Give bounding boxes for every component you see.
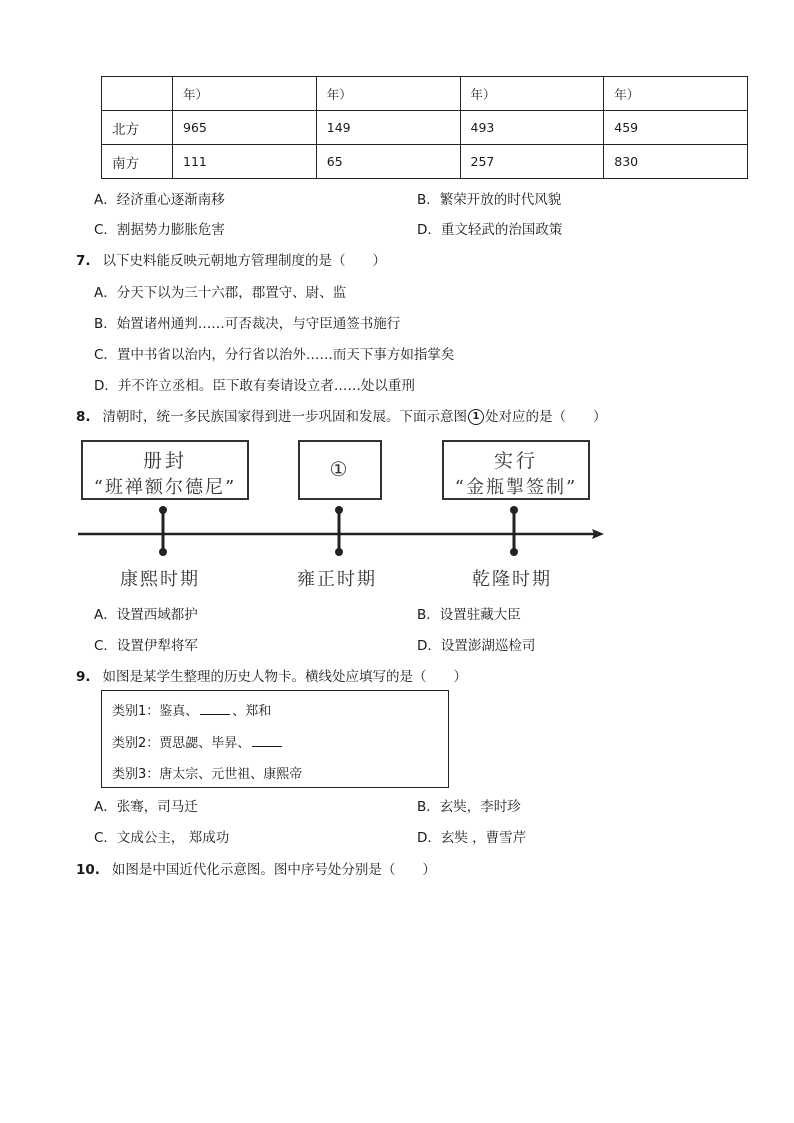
table-header-cell: 年） (316, 77, 460, 111)
q7-option-c[interactable]: C．置中书省以治内，分行省以治外……而天下事方如指掌矣 (94, 347, 455, 363)
timeline-box-title: 册封 (142, 450, 187, 472)
table-header-cell: 年） (460, 77, 604, 111)
q6-option-b[interactable]: B．繁荣开放的时代风貌 (417, 192, 562, 208)
timeline-dot (335, 506, 343, 514)
q7-question (76, 249, 386, 269)
table-cell: 149 (316, 111, 460, 145)
question-number: 7. (76, 253, 91, 269)
fill-blank (252, 733, 282, 747)
data-table (101, 76, 748, 179)
timeline-axis (76, 500, 610, 560)
timeline-dot (335, 548, 343, 556)
card-text: 类别2：贾思勰、毕昇、 (112, 736, 251, 751)
card-row-1 (112, 700, 271, 719)
timeline-label-yongzheng: 雍正时期 (297, 569, 377, 590)
person-card (101, 690, 449, 788)
question-stem-end: 处对应的是（ ） (485, 409, 607, 425)
q9-option-a[interactable]: A．张骞，司马迁 (94, 799, 198, 815)
question-number: 8. (76, 409, 91, 425)
table-header-cell: 年） (173, 77, 317, 111)
card-text: 类别1：鉴真、 (112, 704, 199, 719)
q6-option-a[interactable]: A．经济重心逐渐南移 (94, 192, 225, 208)
table-cell: 493 (460, 111, 604, 145)
timeline-box-yongzheng (298, 440, 382, 500)
timeline-box-qianlong (442, 440, 590, 500)
timeline-box-title: 实行 (493, 450, 538, 472)
table-cell: 257 (460, 145, 604, 179)
question-stem: 以下史料能反映元朝地方管理制度的是（ ） (102, 253, 387, 269)
card-row-3: 类别3：唐太宗、元世祖、康熙帝 (112, 767, 303, 782)
card-text: 、郑和 (232, 704, 272, 719)
question-stem: 如图是中国近代化示意图。图中序号处分别是（ ） (111, 862, 436, 878)
timeline-label-kangxi: 康熙时期 (120, 569, 200, 590)
q9-option-d[interactable]: D．玄奘 ，曹雪芹 (417, 830, 527, 846)
q9-option-c[interactable]: C．文成公主， 郑成功 (94, 830, 230, 846)
timeline-box-text: “班禅额尔德尼” (93, 477, 237, 498)
timeline-box-marker: ① (329, 457, 351, 481)
table-row (102, 145, 748, 179)
q8-question (76, 405, 607, 425)
timeline-dot (159, 548, 167, 556)
q9-option-b[interactable]: B．玄奘，李时珍 (417, 799, 521, 815)
q10-question (76, 858, 436, 878)
table-header-cell (102, 77, 173, 111)
q8-option-b[interactable]: B．设置驻藏大臣 (417, 607, 521, 623)
q9-question (76, 665, 467, 685)
timeline-box-kangxi (81, 440, 249, 500)
card-row-2 (112, 732, 284, 751)
fill-blank (200, 701, 230, 715)
q8-option-d[interactable]: D．设置澎湖巡检司 (417, 638, 536, 654)
q6-option-c[interactable]: C．割据势力膨胀危害 (94, 222, 225, 238)
table-header-cell: 年） (604, 77, 748, 111)
table-cell: 830 (604, 145, 748, 179)
table-cell: 65 (316, 145, 460, 179)
table-cell: 111 (173, 145, 317, 179)
timeline-dot (159, 506, 167, 514)
question-stem: 如图是某学生整理的历史人物卡。横线处应填写的是（ ） (102, 669, 468, 685)
q7-option-b[interactable]: B．始置诸州通判……可否裁决，与守臣通签书施行 (94, 316, 401, 332)
question-number: 10. (76, 862, 100, 878)
q8-option-c[interactable]: C．设置伊犁将军 (94, 638, 198, 654)
circled-number-marker: 1 (468, 409, 484, 425)
q6-option-d[interactable]: D．重文轻武的治国政策 (417, 222, 563, 238)
timeline-label-qianlong: 乾隆时期 (472, 569, 552, 590)
table-row-label: 南方 (102, 145, 173, 179)
question-number: 9. (76, 669, 91, 685)
table-cell: 965 (173, 111, 317, 145)
timeline-dot (510, 548, 518, 556)
table-header-row (102, 77, 748, 111)
q7-option-d[interactable]: D．并不许立丞相。臣下敢有奏请设立者……处以重刑 (94, 378, 415, 394)
q7-option-a[interactable]: A．分天下以为三十六郡，郡置守、尉、监 (94, 285, 347, 301)
q8-option-a[interactable]: A．设置西域都护 (94, 607, 198, 623)
table-row (102, 111, 748, 145)
table-row-label: 北方 (102, 111, 173, 145)
question-stem: 清朝时，统一多民族国家得到进一步巩固和发展。下面示意图 (102, 409, 468, 425)
timeline-dot (510, 506, 518, 514)
timeline-box-text: “金瓶掣签制” (454, 477, 578, 498)
table-cell: 459 (604, 111, 748, 145)
